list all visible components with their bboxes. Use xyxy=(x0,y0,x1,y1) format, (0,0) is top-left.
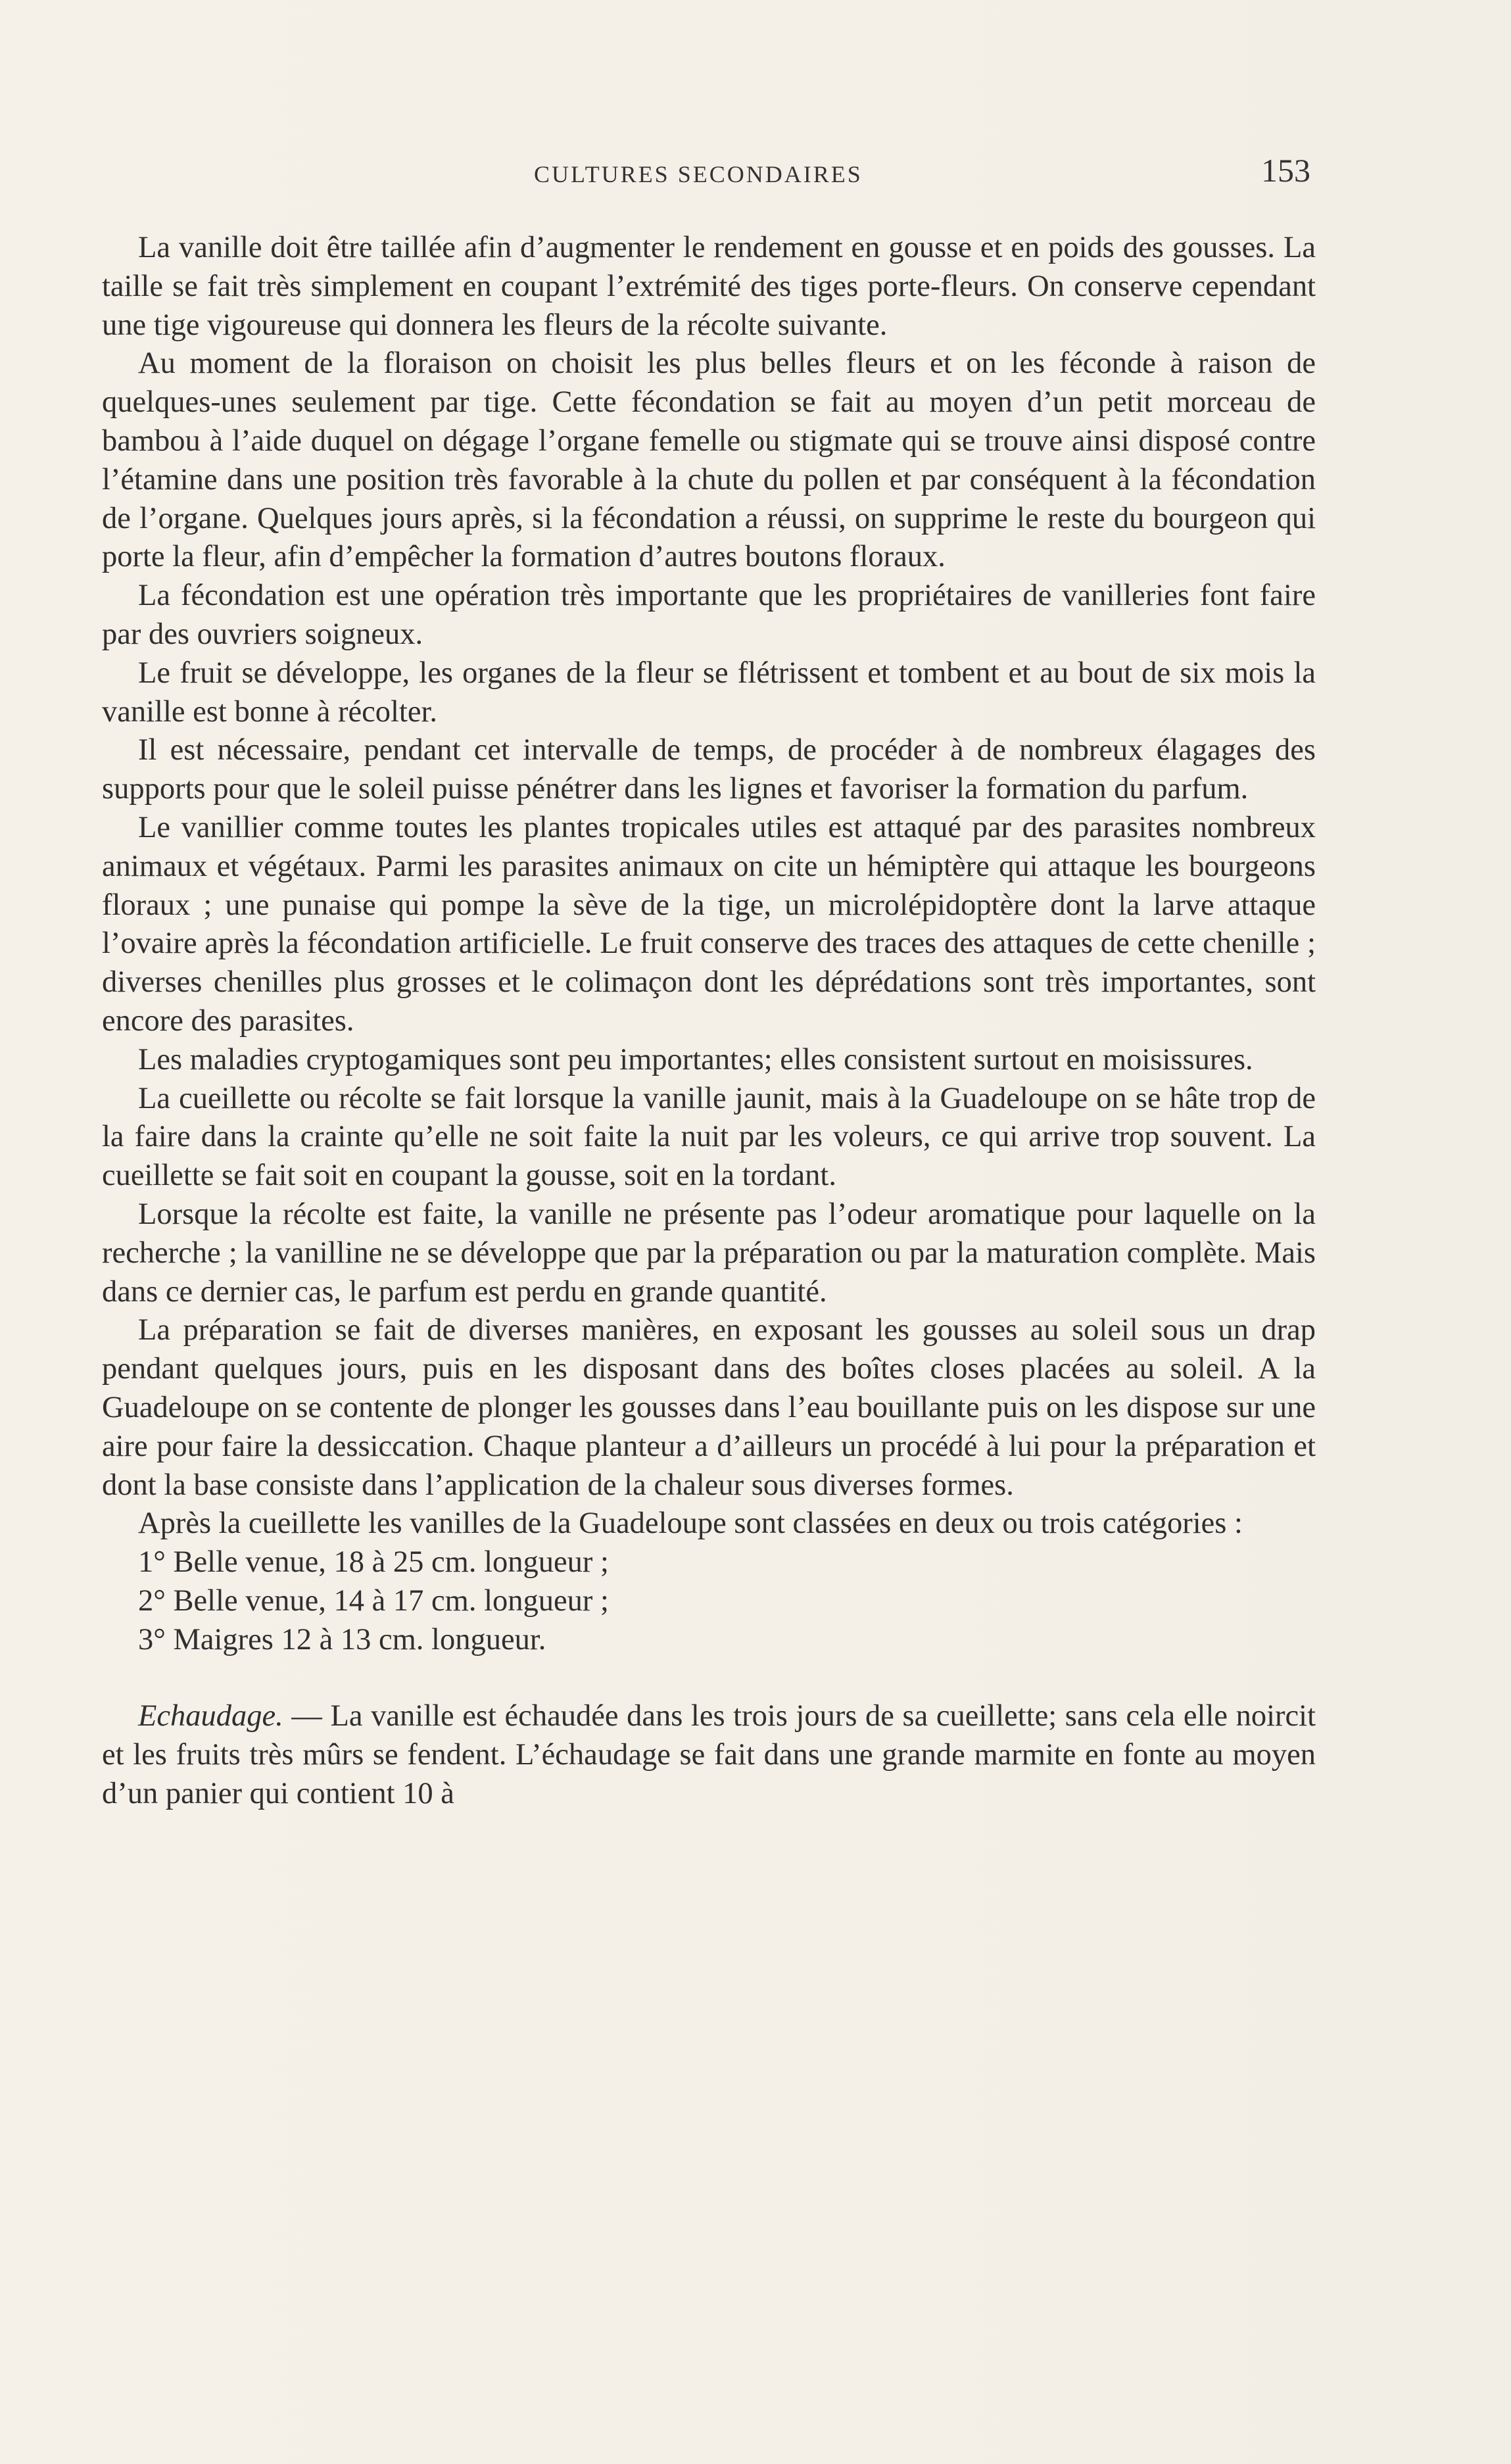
paragraph-cueillette: La cueillette ou récolte se fait lorsque la vanille jaunit, mais à la Guadeloupe on se hâte trop de la faire dans la crainte qu’elle ne soit faite la nuit par les voleurs, ce qui arrive trop souvent. La cueillette se fait soit en coupant la gousse, soit en la tordant. xyxy=(102,1081,1316,1193)
section-title-echaudage: Echaudage. xyxy=(138,1699,283,1733)
paragraph-elagages: Il est nécessaire, pendant cet intervalle de temps, de procéder à de nombreux élagages des supports pour que le soleil puisse pénétrer dans les lignes et favoriser la formation du parfum. xyxy=(102,733,1316,806)
paragraph-fecondation: La fécondation est une opération très importante que les propriétaires de vanilleries font faire par des ouvriers soigneux. xyxy=(102,579,1316,651)
paragraph-fruit: Le fruit se développe, les organes de la fleur se flétrissent et tombent et au bout de six mois la vanille est bonne à récolter. xyxy=(102,656,1316,729)
section-text-echaudage: — La vanille est échaudée dans les trois jours de sa cueillette; sans cela elle noircit et les fruits très mûrs se fendent. L’échaudage se fait dans une grande marmite en fonte au moyen d’un panier qui contient 10 à xyxy=(102,1699,1316,1811)
section-gap xyxy=(102,1659,1316,1697)
paragraph-floraison: Au moment de la floraison on choisit les plus belles fleurs et on les féconde à raison de quelques-unes seulement par tige. Cette fécondation se fait au moyen d’un petit morceau de bambou à l’aide duquel on dégage l’organe femelle ou stigmate qui se trouve ainsi disposé contre l’étamine dans une position très favorable à la chute du pollen et par conséquent à la fécondation de l’organe. Quelques jours après, si la fécondation a réussi, on supprime le reste du bourgeon qui porte la fleur, afin d’empêcher la formation d’autres boutons floraux. xyxy=(102,347,1316,574)
body-text xyxy=(102,229,1316,1814)
list-item-3: 3° Maigres 12 à 13 cm. longueur. xyxy=(138,1622,546,1656)
list-item-2: 2° Belle venue, 14 à 17 cm. longueur ; xyxy=(138,1583,609,1618)
paragraph-preparation: La préparation se fait de diverses manières, en exposant les gousses au soleil sous un drap pendant quelques jours, puis en les disposant dans des boîtes closes placées au soleil. A la Guadeloupe on se contente de plonger les gousses dans l’eau bouillante puis on les dispose sur une aire pour faire la dessiccation. Chaque planteur a d’ailleurs un procédé à lui pour la préparation et dont la base consiste dans l’application de la chaleur sous diverses formes. xyxy=(102,1313,1316,1502)
page-number: 153 xyxy=(1261,152,1310,189)
paragraph-echaudage xyxy=(102,1697,1316,1813)
paragraph-maladies: Les maladies cryptogamiques sont peu importantes; elles consistent surtout en moisissures. xyxy=(138,1042,1253,1076)
paragraph-categories: Après la cueillette les vanilles de la Guadeloupe sont classées en deux ou trois catégories : xyxy=(138,1507,1243,1541)
paragraph-parasites: Le vanillier comme toutes les plantes tropicales utiles est attaqué par des parasites nombreux animaux et végétaux. Parmi les parasites animaux on cite un hémiptère qui attaque les bourgeons floraux ; une punaise qui pompe la sève de la tige, un microlépidoptère dont la larve attaque l’ovaire après la fécondation artificielle. Le fruit conserve des traces des attaques de cette chenille ; diverses chenilles plus grosses et le colimaçon dont les déprédations sont très importantes, sont encore des parasites. xyxy=(102,810,1316,1038)
running-title: CULTURES SECONDAIRES xyxy=(534,161,863,187)
paragraph-taille: La vanille doit être taillée afin d’augmenter le rendement en gousse et en poids des gousses. La taille se fait très simplement en coupant l’extrémité des tiges porte-fleurs. On conserve cependant une tige vigoureuse qui donnera les fleurs de la récolte suivante. xyxy=(102,231,1316,342)
list-item-1: 1° Belle venue, 18 à 25 cm. longueur ; xyxy=(138,1545,609,1580)
paragraph-recolte: Lorsque la récolte est faite, la vanille ne présente pas l’odeur aromatique pour laquelle on la recherche ; la vanilline ne se développe que par la préparation ou par la maturation complète. Mais dans ce dernier cas, le parfum est perdu en grande quantité. xyxy=(102,1197,1316,1309)
